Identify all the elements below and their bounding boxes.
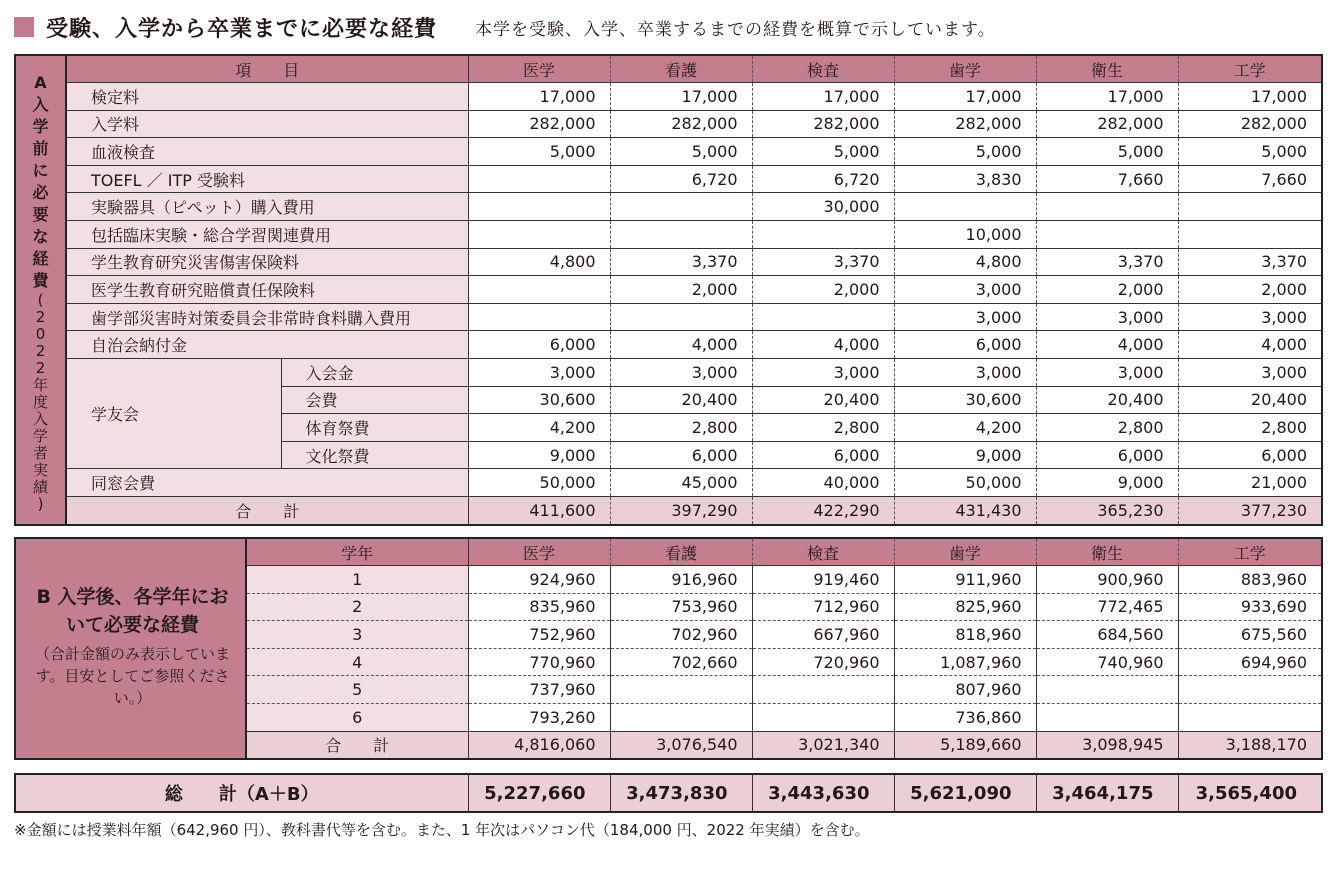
value-cell: 411,600 xyxy=(468,496,610,524)
value-cell: 6,720 xyxy=(610,165,752,193)
value-cell: 694,960 xyxy=(1178,648,1322,676)
value-cell xyxy=(752,703,894,731)
page-subtitle: 本学を受験、入学、卒業するまでの経費を概算で示しています。 xyxy=(475,19,996,40)
value-cell: 17,000 xyxy=(1178,83,1322,111)
side-sub-char: ( xyxy=(37,291,44,309)
row-label: TOEFL ／ ITP 受験料 xyxy=(66,165,468,193)
grade-label: 5 xyxy=(246,676,468,704)
column-header: 医学 xyxy=(468,538,610,566)
row-label: 文化祭費 xyxy=(281,441,468,469)
value-cell: 282,000 xyxy=(610,110,752,138)
side-char: 必 xyxy=(32,183,49,202)
table-row xyxy=(15,193,1322,221)
value-cell xyxy=(894,193,1036,221)
column-header: 検査 xyxy=(752,55,894,83)
value-cell: 20,400 xyxy=(1036,386,1178,414)
value-cell xyxy=(752,303,894,331)
side-char: 前 xyxy=(32,139,49,158)
table-row xyxy=(15,276,1322,304)
value-cell: 2,800 xyxy=(610,414,752,442)
value-cell: 4,816,060 xyxy=(468,731,610,759)
value-cell: 753,960 xyxy=(610,593,752,621)
value-cell: 667,960 xyxy=(752,621,894,649)
value-cell: 3,370 xyxy=(610,248,752,276)
value-cell xyxy=(1036,220,1178,248)
side-char: な xyxy=(32,227,49,246)
page-title: 受験、入学から卒業までに必要な経費 xyxy=(46,16,438,42)
row-label: 入会金 xyxy=(281,358,468,386)
value-cell: 9,000 xyxy=(468,441,610,469)
row-label: 入学料 xyxy=(66,110,468,138)
value-cell: 6,000 xyxy=(468,331,610,359)
side-sub-char: 者 xyxy=(32,444,48,462)
total-label: 合 計 xyxy=(246,731,468,759)
value-cell: 50,000 xyxy=(468,469,610,497)
value-cell: 807,960 xyxy=(894,676,1036,704)
value-cell: 21,000 xyxy=(1178,469,1322,497)
column-header: 看護 xyxy=(610,538,752,566)
value-cell: 40,000 xyxy=(752,469,894,497)
value-cell: 17,000 xyxy=(1036,83,1178,111)
table-grand-total xyxy=(14,773,1323,813)
value-cell: 3,830 xyxy=(894,165,1036,193)
side-sub-char: 2 xyxy=(35,308,46,326)
value-cell: 10,000 xyxy=(894,220,1036,248)
value-cell: 3,000 xyxy=(1036,358,1178,386)
title-mark-icon xyxy=(14,17,34,37)
value-cell: 3,000 xyxy=(1178,358,1322,386)
side-char: A xyxy=(34,73,47,92)
value-cell: 3,443,630 xyxy=(752,774,894,812)
table-a-pre-admission xyxy=(14,54,1323,526)
value-cell: 4,000 xyxy=(1036,331,1178,359)
row-label: 会費 xyxy=(281,386,468,414)
value-cell: 740,960 xyxy=(1036,648,1178,676)
value-cell: 919,460 xyxy=(752,566,894,594)
value-cell: 431,430 xyxy=(894,496,1036,524)
side-sub-char: 年 xyxy=(32,376,48,394)
row-label: 医学生教育研究賠償責任保険料 xyxy=(66,276,468,304)
table-row xyxy=(15,138,1322,166)
side-heading: B 入学後、各学年において必要な経費 xyxy=(36,586,229,636)
value-cell: 5,000 xyxy=(752,138,894,166)
value-cell: 835,960 xyxy=(468,593,610,621)
value-cell: 2,000 xyxy=(1036,276,1178,304)
side-sub-char: 実 xyxy=(32,461,48,479)
side-char: に xyxy=(32,161,49,180)
grade-header: 学年 xyxy=(246,538,468,566)
side-char: 入 xyxy=(32,95,49,114)
value-cell: 2,800 xyxy=(752,414,894,442)
grand-total-row xyxy=(15,774,1322,812)
section-b-side-label xyxy=(15,538,246,759)
value-cell: 3,000 xyxy=(894,303,1036,331)
side-sub-char: 0 xyxy=(35,325,46,343)
table-row xyxy=(15,358,1322,386)
value-cell: 5,000 xyxy=(468,138,610,166)
column-header: 看護 xyxy=(610,55,752,83)
value-cell: 675,560 xyxy=(1178,621,1322,649)
value-cell: 4,000 xyxy=(752,331,894,359)
value-cell: 900,960 xyxy=(1036,566,1178,594)
grade-label: 1 xyxy=(246,566,468,594)
side-note: （合計金額のみ表示しています。目安としてご参照ください。） xyxy=(34,645,230,707)
value-cell: 9,000 xyxy=(1036,469,1178,497)
side-sub-char: 入 xyxy=(32,410,48,428)
column-header: 検査 xyxy=(752,538,894,566)
value-cell: 5,000 xyxy=(894,138,1036,166)
value-cell: 3,370 xyxy=(752,248,894,276)
value-cell: 4,200 xyxy=(468,414,610,442)
value-cell: 3,000 xyxy=(894,276,1036,304)
value-cell: 3,464,175 xyxy=(1036,774,1178,812)
value-cell: 4,000 xyxy=(610,331,752,359)
value-cell: 365,230 xyxy=(1036,496,1178,524)
value-cell: 4,800 xyxy=(468,248,610,276)
value-cell xyxy=(610,303,752,331)
value-cell: 752,960 xyxy=(468,621,610,649)
column-header: 歯学 xyxy=(894,538,1036,566)
value-cell xyxy=(1178,676,1322,704)
side-subtext xyxy=(16,292,65,513)
value-cell: 17,000 xyxy=(610,83,752,111)
value-cell: 2,000 xyxy=(610,276,752,304)
side-char: 要 xyxy=(32,205,49,224)
value-cell: 20,400 xyxy=(752,386,894,414)
column-header: 歯学 xyxy=(894,55,1036,83)
value-cell: 702,960 xyxy=(610,621,752,649)
value-cell: 772,465 xyxy=(1036,593,1178,621)
value-cell: 3,021,340 xyxy=(752,731,894,759)
table-a-header-row xyxy=(15,55,1322,83)
value-cell: 883,960 xyxy=(1178,566,1322,594)
value-cell: 818,960 xyxy=(894,621,1036,649)
item-header: 項 目 xyxy=(66,55,468,83)
value-cell xyxy=(1036,676,1178,704)
value-cell: 6,000 xyxy=(1178,441,1322,469)
value-cell: 736,860 xyxy=(894,703,1036,731)
total-label: 合 計 xyxy=(66,496,468,524)
value-cell: 924,960 xyxy=(468,566,610,594)
grade-label: 4 xyxy=(246,648,468,676)
side-sub-char: 学 xyxy=(32,427,48,445)
value-cell: 712,960 xyxy=(752,593,894,621)
table-row xyxy=(15,165,1322,193)
side-sub-char: 2 xyxy=(35,342,46,360)
table-b-post-admission xyxy=(14,537,1323,760)
value-cell xyxy=(468,220,610,248)
value-cell: 3,000 xyxy=(468,358,610,386)
table-row xyxy=(15,248,1322,276)
value-cell: 377,230 xyxy=(1178,496,1322,524)
value-cell: 911,960 xyxy=(894,566,1036,594)
value-cell: 282,000 xyxy=(468,110,610,138)
value-cell xyxy=(752,220,894,248)
row-label: 血液検査 xyxy=(66,138,468,166)
value-cell: 702,660 xyxy=(610,648,752,676)
value-cell xyxy=(610,676,752,704)
value-cell: 282,000 xyxy=(894,110,1036,138)
value-cell: 3,473,830 xyxy=(610,774,752,812)
side-sub-char: 績 xyxy=(32,478,48,496)
value-cell: 2,800 xyxy=(1036,414,1178,442)
row-label: 体育祭費 xyxy=(281,414,468,442)
grade-label: 2 xyxy=(246,593,468,621)
title-row xyxy=(14,10,996,44)
value-cell: 770,960 xyxy=(468,648,610,676)
value-cell: 3,000 xyxy=(894,358,1036,386)
value-cell xyxy=(1178,220,1322,248)
value-cell: 17,000 xyxy=(468,83,610,111)
grand-total-label: 総 計（A＋B） xyxy=(15,774,468,812)
value-cell: 4,200 xyxy=(894,414,1036,442)
value-cell: 3,000 xyxy=(1036,303,1178,331)
table-row xyxy=(15,469,1322,497)
value-cell xyxy=(752,676,894,704)
value-cell: 684,560 xyxy=(1036,621,1178,649)
value-cell: 5,189,660 xyxy=(894,731,1036,759)
value-cell: 3,370 xyxy=(1036,248,1178,276)
value-cell: 282,000 xyxy=(1036,110,1178,138)
row-label: 同窓会費 xyxy=(66,469,468,497)
value-cell: 4,000 xyxy=(1178,331,1322,359)
row-label: 学生教育研究災害傷害保険料 xyxy=(66,248,468,276)
value-cell: 3,000 xyxy=(610,358,752,386)
column-header: 医学 xyxy=(468,55,610,83)
value-cell: 933,690 xyxy=(1178,593,1322,621)
column-header: 衛生 xyxy=(1036,55,1178,83)
value-cell: 6,720 xyxy=(752,165,894,193)
column-header: 工学 xyxy=(1178,538,1322,566)
value-cell: 720,960 xyxy=(752,648,894,676)
value-cell xyxy=(468,165,610,193)
value-cell xyxy=(1178,703,1322,731)
value-cell: 6,000 xyxy=(610,441,752,469)
value-cell: 20,400 xyxy=(610,386,752,414)
grade-label: 3 xyxy=(246,621,468,649)
value-cell: 2,000 xyxy=(752,276,894,304)
value-cell: 7,660 xyxy=(1178,165,1322,193)
value-cell: 3,098,945 xyxy=(1036,731,1178,759)
value-cell: 737,960 xyxy=(468,676,610,704)
table-row xyxy=(15,331,1322,359)
column-header: 工学 xyxy=(1178,55,1322,83)
value-cell: 422,290 xyxy=(752,496,894,524)
total-row xyxy=(15,496,1322,524)
value-cell: 3,000 xyxy=(752,358,894,386)
value-cell: 3,000 xyxy=(1178,303,1322,331)
value-cell: 20,400 xyxy=(1178,386,1322,414)
value-cell: 17,000 xyxy=(894,83,1036,111)
value-cell xyxy=(468,303,610,331)
side-sub-char: 2 xyxy=(35,359,46,377)
value-cell: 50,000 xyxy=(894,469,1036,497)
value-cell: 282,000 xyxy=(752,110,894,138)
value-cell: 793,260 xyxy=(468,703,610,731)
side-sub-char: ) xyxy=(37,495,44,513)
table-row xyxy=(15,303,1322,331)
value-cell: 30,600 xyxy=(894,386,1036,414)
value-cell: 6,000 xyxy=(894,331,1036,359)
column-header: 衛生 xyxy=(1036,538,1178,566)
value-cell xyxy=(610,193,752,221)
value-cell xyxy=(1036,703,1178,731)
value-cell: 17,000 xyxy=(752,83,894,111)
value-cell: 9,000 xyxy=(894,441,1036,469)
row-label: 自治会納付金 xyxy=(66,331,468,359)
value-cell: 30,600 xyxy=(468,386,610,414)
value-cell: 5,000 xyxy=(610,138,752,166)
value-cell: 282,000 xyxy=(1178,110,1322,138)
section-a-side-label xyxy=(15,55,66,525)
value-cell: 5,621,090 xyxy=(894,774,1036,812)
table-row xyxy=(15,110,1322,138)
value-cell: 5,227,660 xyxy=(468,774,610,812)
value-cell: 916,960 xyxy=(610,566,752,594)
value-cell xyxy=(1036,193,1178,221)
value-cell xyxy=(610,703,752,731)
value-cell xyxy=(468,276,610,304)
side-char: 費 xyxy=(32,271,49,290)
value-cell: 3,370 xyxy=(1178,248,1322,276)
group-label: 学友会 xyxy=(66,358,281,468)
value-cell: 7,660 xyxy=(1036,165,1178,193)
value-cell: 825,960 xyxy=(894,593,1036,621)
row-label: 歯学部災害時対策委員会非常時食料購入費用 xyxy=(66,303,468,331)
value-cell: 5,000 xyxy=(1178,138,1322,166)
value-cell xyxy=(1178,193,1322,221)
side-sub-char: 度 xyxy=(32,393,48,411)
value-cell: 2,000 xyxy=(1178,276,1322,304)
footnote: ※金額には授業料年額（642,960 円）、教科書代等を含む。また、1 年次はパソコン代（184,000 円、2022 年実績）を含む。 xyxy=(14,821,870,839)
value-cell: 6,000 xyxy=(752,441,894,469)
table-row xyxy=(15,220,1322,248)
value-cell: 4,800 xyxy=(894,248,1036,276)
value-cell: 3,076,540 xyxy=(610,731,752,759)
value-cell xyxy=(468,193,610,221)
value-cell: 397,290 xyxy=(610,496,752,524)
value-cell: 5,000 xyxy=(1036,138,1178,166)
value-cell: 2,800 xyxy=(1178,414,1322,442)
value-cell xyxy=(610,220,752,248)
value-cell: 6,000 xyxy=(1036,441,1178,469)
grade-label: 6 xyxy=(246,703,468,731)
row-label: 検定料 xyxy=(66,83,468,111)
value-cell: 30,000 xyxy=(752,193,894,221)
side-char: 経 xyxy=(32,249,49,268)
side-char: 学 xyxy=(32,117,49,136)
value-cell: 45,000 xyxy=(610,469,752,497)
table-b-header-row xyxy=(15,538,1322,566)
row-label: 包括臨床実験・総合学習関連費用 xyxy=(66,220,468,248)
value-cell: 3,565,400 xyxy=(1178,774,1322,812)
value-cell: 3,188,170 xyxy=(1178,731,1322,759)
table-row xyxy=(15,83,1322,111)
value-cell: 1,087,960 xyxy=(894,648,1036,676)
row-label: 実験器具（ピペット）購入費用 xyxy=(66,193,468,221)
